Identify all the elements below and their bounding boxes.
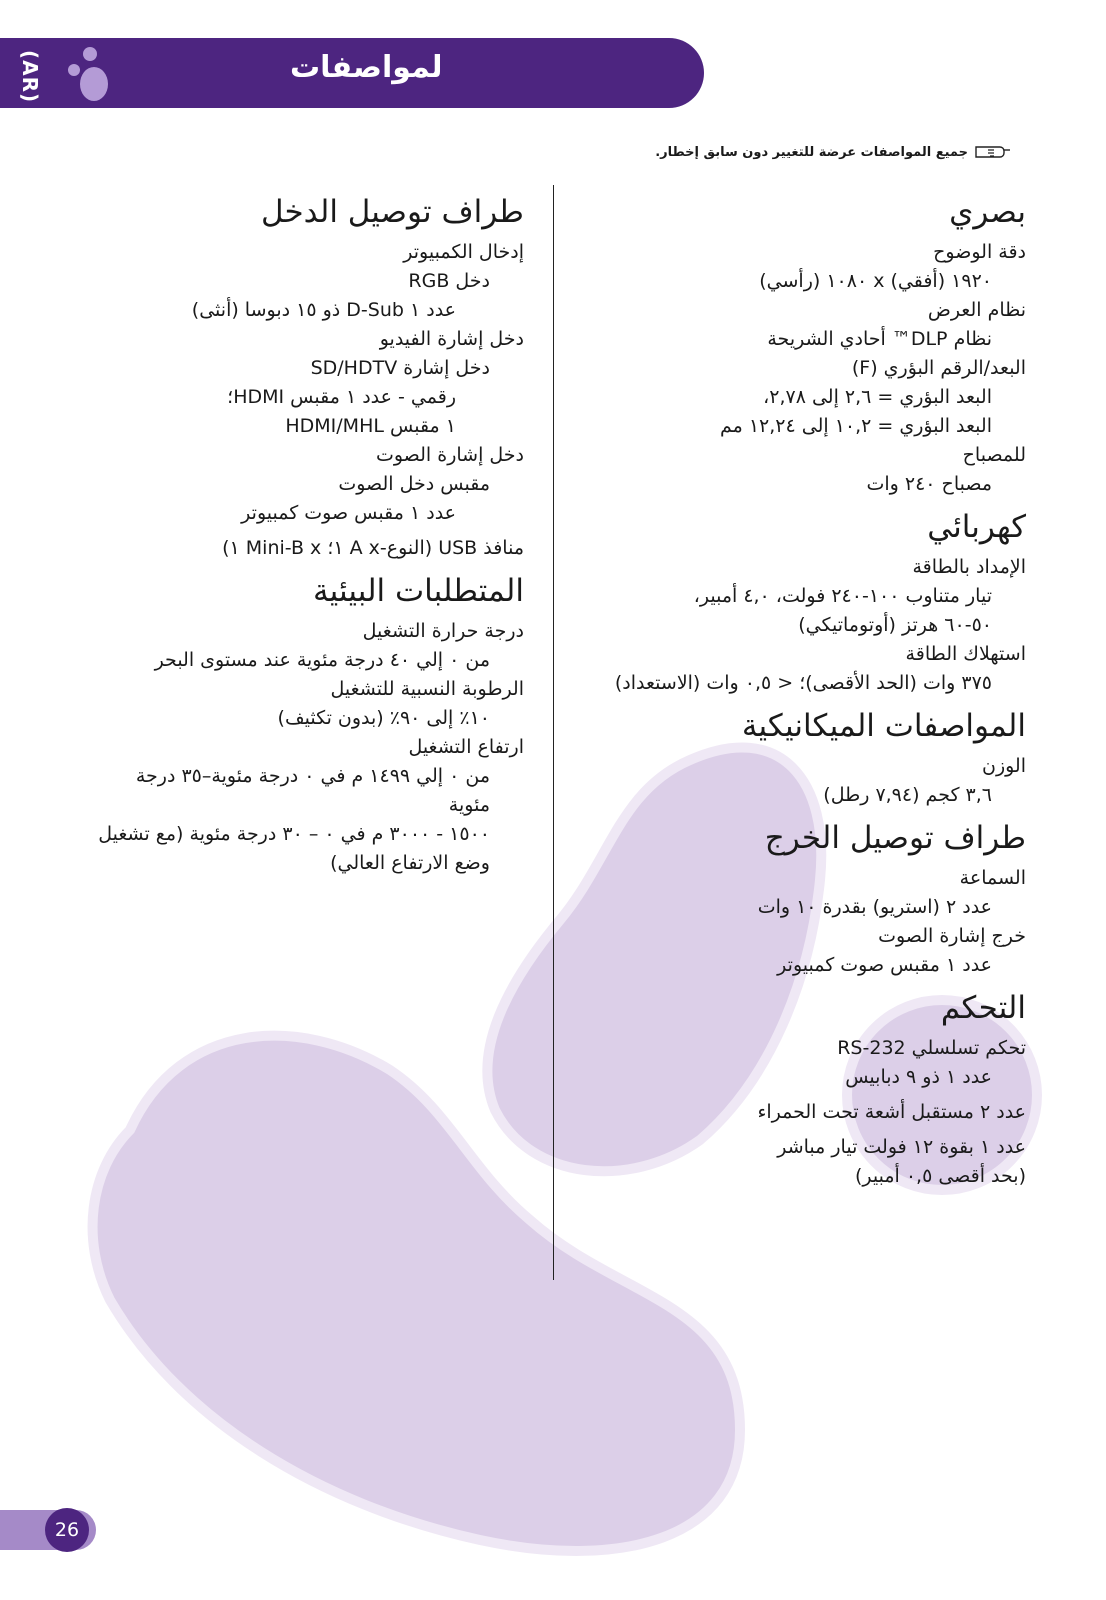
sdhd-input-value-1: رقمي - عدد ١ مقبس HDMI؛ bbox=[227, 386, 456, 408]
audio-input-sub: مقبس دخل الصوت bbox=[338, 473, 490, 495]
pc-input-label: إدخال الكمبيوتر bbox=[403, 241, 524, 263]
sdhd-input-label: دخل إشارة SD/HDTV bbox=[310, 357, 490, 379]
weight-value: ٣,٦ كجم (٧,٩٤ رطل) bbox=[823, 784, 992, 806]
speaker-label: السماعة bbox=[959, 867, 1026, 889]
altitude-label: ارتفاع التشغيل bbox=[408, 736, 524, 758]
page-number: 26 bbox=[45, 1508, 89, 1552]
altitude-value-2: ١٥٠٠ - ٣٠٠٠ م في ٠ – ٣٠ درجة مئوية (مع تشغيل وضع الارتفاع العالي) bbox=[98, 823, 490, 874]
language-tag: (AR) bbox=[18, 50, 42, 104]
humidity-value: ١٠٪ إلى ٩٠٪ (بدون تكثيف) bbox=[277, 707, 490, 729]
environment-heading: المتطلبات البيئية bbox=[313, 573, 524, 609]
optical-heading: بصري bbox=[949, 194, 1026, 230]
rgb-input-value: عدد ١ D-Sub ذو ١٥ دبوسا (أنثى) bbox=[191, 299, 456, 321]
audio-input-label: دخل إشارة الصوت bbox=[375, 444, 524, 466]
mechanical-heading: المواصفات الميكانيكية bbox=[741, 708, 1026, 744]
control-heading: التحكم bbox=[940, 990, 1026, 1026]
temperature-label: درجة حرارة التشغيل bbox=[362, 620, 524, 642]
pointing-hand-icon bbox=[974, 143, 1012, 161]
focal-value-2: البعد البؤري = ١٠,٢ إلى ١٢,٢٤ مم bbox=[719, 415, 992, 437]
dc-out-label-2: (بحد أقصى ٠,٥ أمبير) bbox=[854, 1165, 1026, 1187]
column-divider bbox=[553, 185, 554, 1280]
resolution-value: ١٩٢٠ (أفقي) x ١٠٨٠ (رأسي) bbox=[759, 270, 992, 292]
video-input-label: دخل إشارة الفيديو bbox=[379, 328, 524, 350]
display-label: نظام العرض bbox=[927, 299, 1026, 321]
focal-label: البعد/الرقم البؤري (F) bbox=[851, 357, 1026, 379]
sdhd-input-value-2: ١ مقبس HDMI/MHL bbox=[285, 415, 456, 437]
audio-out-value: عدد ١ مقبس صوت كمبيوتر bbox=[777, 954, 992, 976]
humidity-label: الرطوبة النسبية للتشغيل bbox=[330, 678, 524, 700]
power-supply-label: الإمداد بالطاقة bbox=[912, 556, 1026, 578]
rgb-input-label: دخل RGB bbox=[408, 270, 490, 292]
resolution-label: دقة الوضوح bbox=[933, 241, 1026, 263]
note-text: جميع المواصفات عرضة للتغيير دون سابق إخطار. bbox=[655, 144, 968, 160]
power-supply-value-2: ٥٠-٦٠ هرتز (أوتوماتيكي) bbox=[798, 614, 992, 636]
lamp-label: للمصباح bbox=[962, 444, 1026, 466]
lamp-value: مصباح ٢٤٠ وات bbox=[866, 473, 992, 495]
usb-ports-label: منافذ USB (النوع-A x ١؛ Mini-B x ١) bbox=[222, 537, 524, 559]
temperature-value: من ٠ إلي ٤٠ درجة مئوية عند مستوى البحر bbox=[154, 649, 490, 671]
power-supply-value-1: تيار متناوب ١٠٠-٢٤٠ فولت، ٤,٠ أمبير، bbox=[693, 585, 992, 607]
serial-control-value: عدد ١ ذو ٩ دبابيس bbox=[845, 1066, 992, 1088]
power-consumption-value: ٣٧٥ وات (الحد الأقصى)؛ < ٠,٥ وات (الاستعداد) bbox=[614, 672, 992, 694]
input-heading: طراف توصيل الدخل bbox=[260, 194, 524, 230]
power-consumption-label: استهلاك الطاقة bbox=[905, 643, 1026, 665]
audio-input-value: عدد ١ مقبس صوت كمبيوتر bbox=[241, 502, 456, 524]
ir-receiver-label: عدد ٢ مستقبل أشعة تحت الحمراء bbox=[757, 1101, 1026, 1123]
right-column bbox=[571, 190, 1026, 1191]
specs-note bbox=[655, 143, 1012, 161]
display-value: نظام DLP™ أحادي الشريحة bbox=[767, 328, 992, 350]
page-title: لمواصفات bbox=[290, 50, 443, 85]
output-heading: طراف توصيل الخرج bbox=[764, 820, 1026, 856]
left-column bbox=[56, 190, 524, 878]
electrical-heading: كهربائي bbox=[927, 509, 1026, 545]
paw-logo-icon bbox=[64, 44, 114, 104]
speaker-value: عدد ٢ (استريو) بقدرة ١٠ وات bbox=[757, 896, 992, 918]
audio-out-label: خرج إشارة الصوت bbox=[878, 925, 1026, 947]
altitude-value-1: من ٠ إلي ١٤٩٩ م في ٠ درجة مئوية–٣٥ درجة مئوية bbox=[135, 765, 490, 816]
weight-label: الوزن bbox=[981, 755, 1026, 777]
dc-out-label-1: عدد ١ بقوة ١٢ فولت تيار مباشر bbox=[777, 1136, 1026, 1158]
header-bar bbox=[0, 38, 704, 108]
serial-control-label: تحكم تسلسلي RS-232 bbox=[837, 1037, 1026, 1059]
focal-value-1: البعد البؤري = ٢,٦ إلى ٢,٧٨، bbox=[763, 386, 992, 408]
